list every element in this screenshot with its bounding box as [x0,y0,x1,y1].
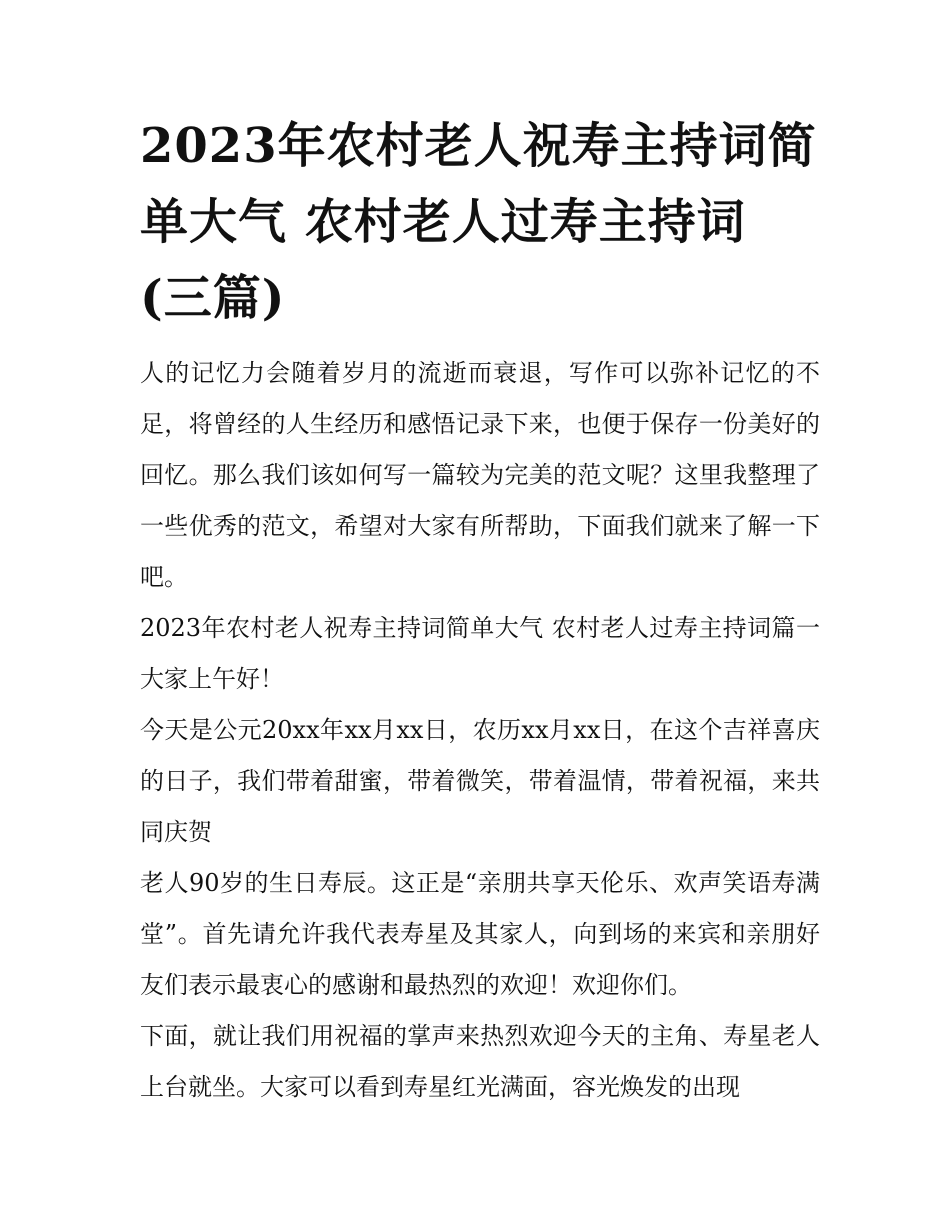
document-title [140,108,820,336]
body-paragraph: 下面，就让我们用祝福的掌声来热烈欢迎今天的主角、寿星老人上台就坐。大家可以看到寿星红光满面，容光焕发的出现 [140,1022,820,1101]
title-line: 2023年农村老人祝寿主持词简 [140,118,817,174]
body-paragraph: 老人90岁的生日寿辰。这正是“亲朋共享天伦乐、欢声笑语寿满堂”。首先请允许我代表寿星及其家人，向到场的来宾和亲朋好友们表示最衷心的感谢和最热烈的欢迎！欢迎你们。 [140,869,820,999]
body-paragraph: 今天是公元20xx年xx月xx日，农历xx月xx日，在这个吉祥喜庆的日子，我们带着甜蜜，带着微笑，带着温情，带着祝福，来共同庆贺 [140,716,820,846]
section-heading-paragraph: 2023年农村老人祝寿主持词简单大气 农村老人过寿主持词篇一 大家上午好！ [140,614,820,693]
title-line: 单大气 农村老人过寿主持词 [140,194,746,250]
document-page [140,108,820,1113]
intro-paragraph: 人的记忆力会随着岁月的流逝而衰退，写作可以弥补记忆的不足，将曾经的人生经历和感悟记录下来，也便于保存一份美好的回忆。那么我们该如何写一篇较为完美的范文呢？这里我整理了一些优秀的范文，希望对大家有所帮助，下面我们就来了解一下吧。 [140,359,820,591]
title-line: (三篇) [140,270,286,326]
